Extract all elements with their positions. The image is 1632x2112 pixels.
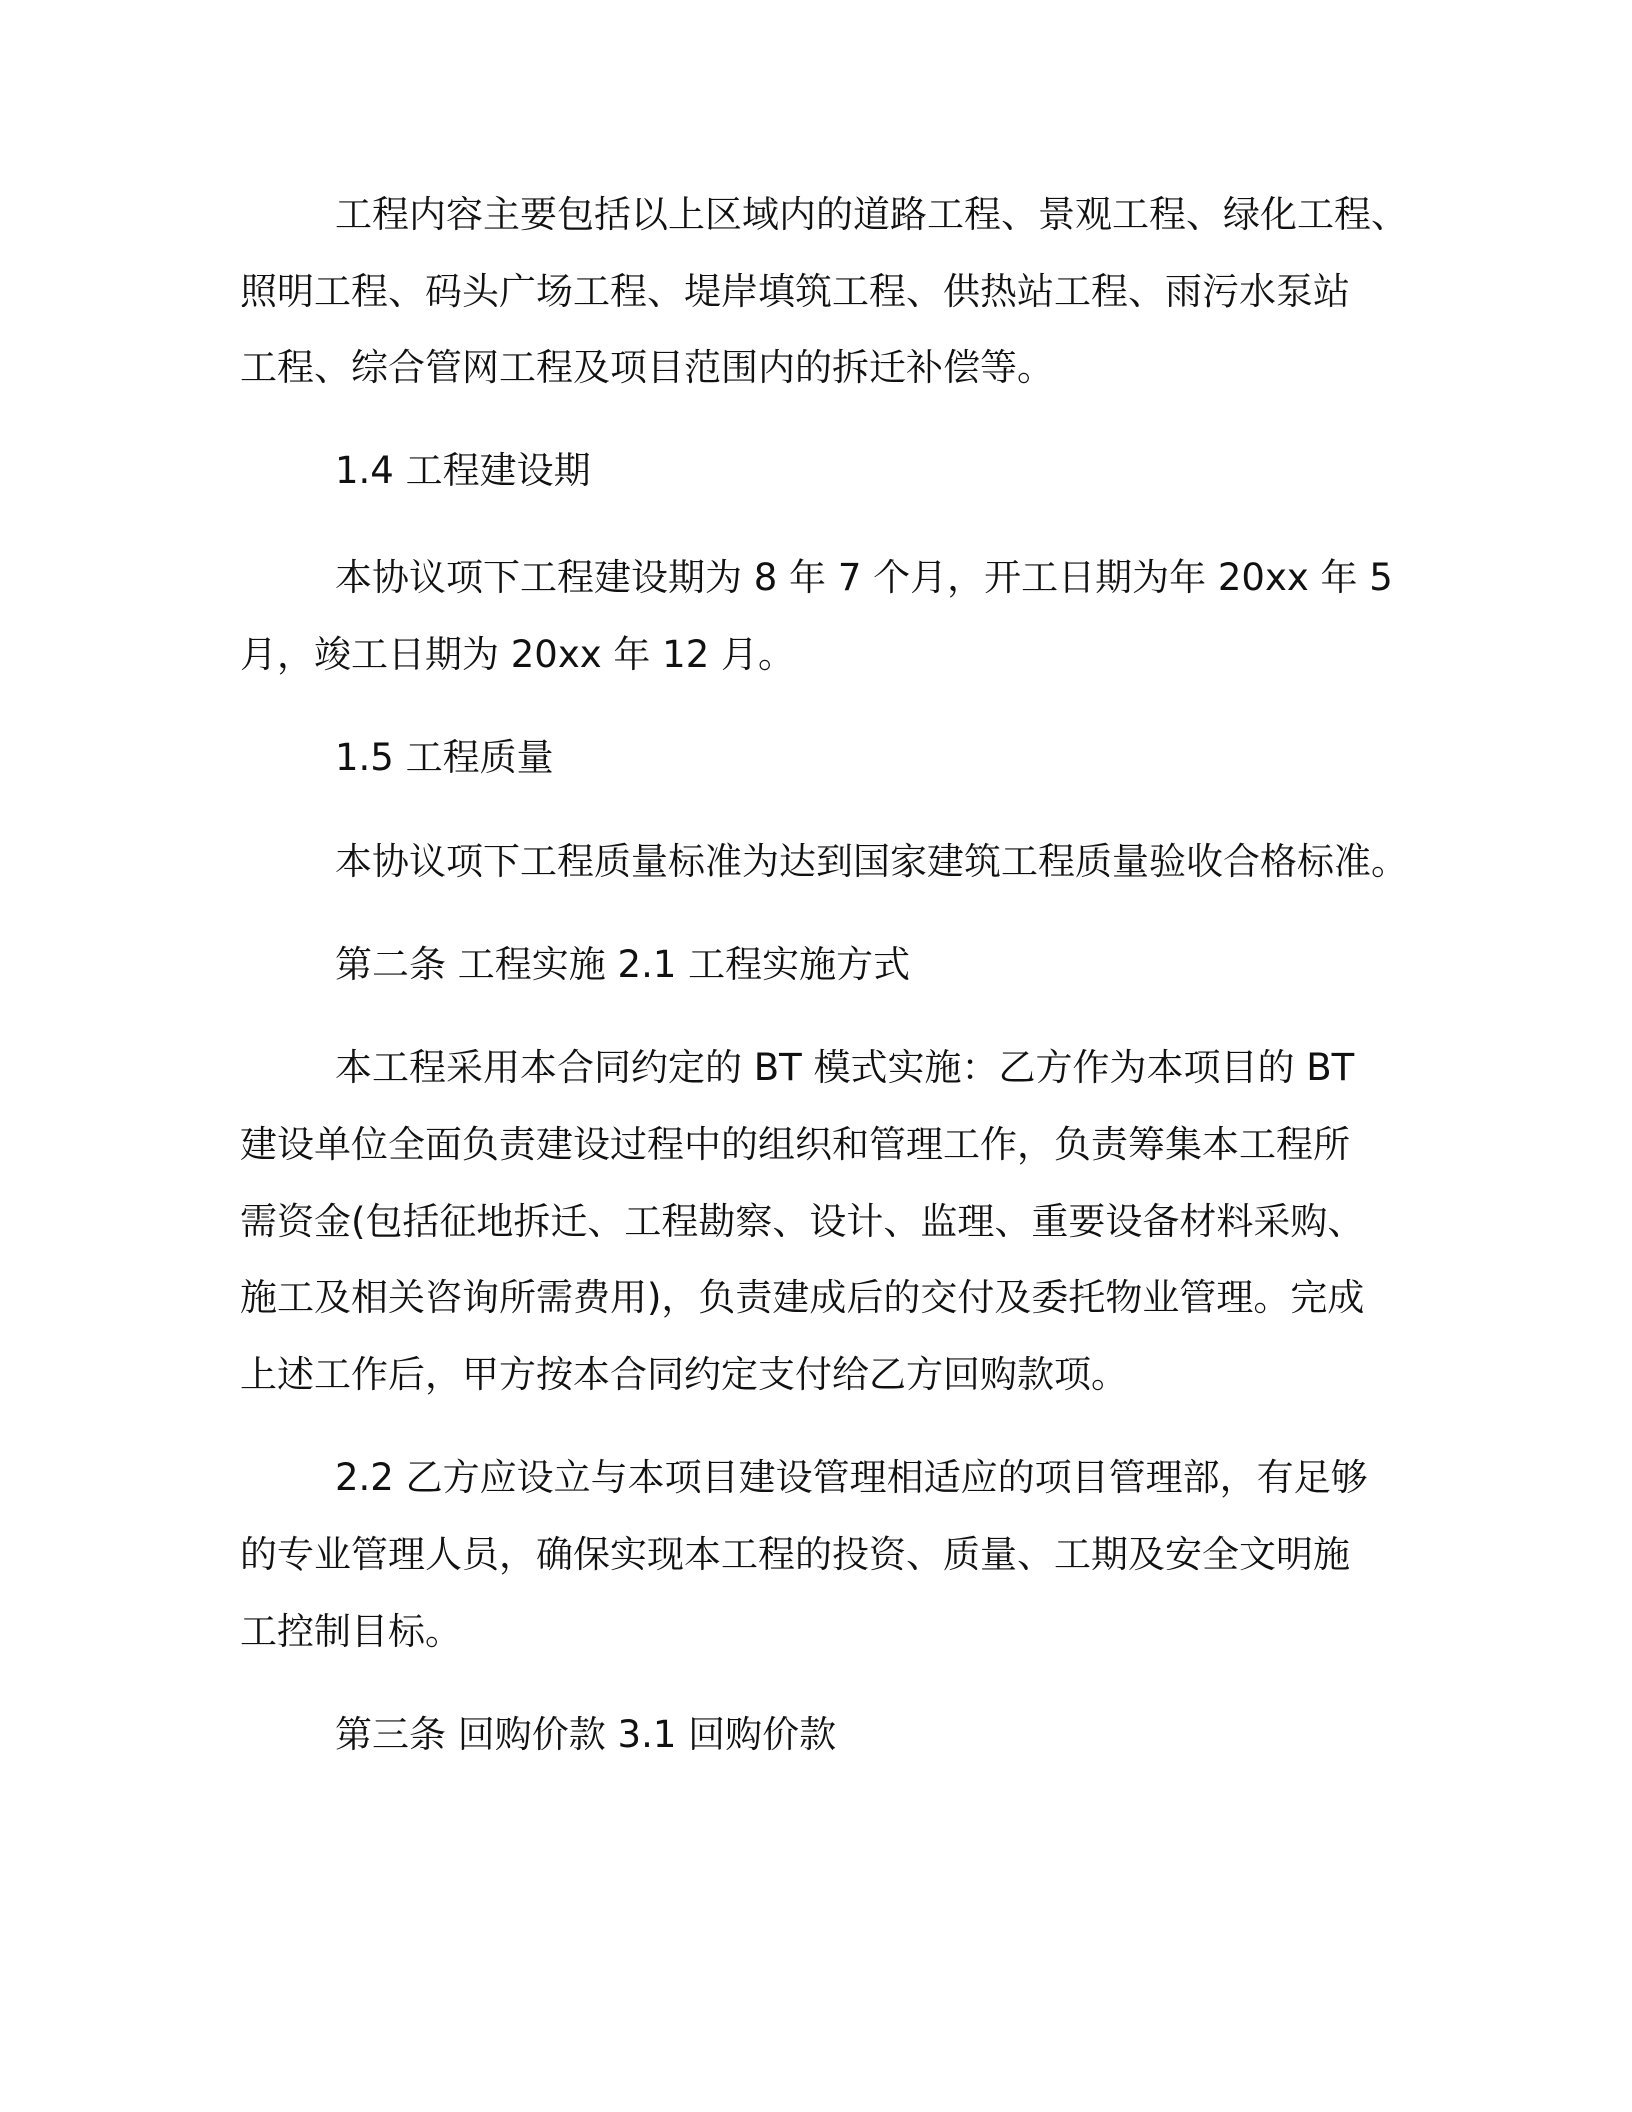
paragraph-scope-line-1: 工程内容主要包括以上区域内的道路工程、景观工程、绿化工程、: [335, 193, 1408, 236]
paragraph-mode-line-2: 建设单位全面负责建设过程中的组织和管理工作，负责筹集本工程所: [240, 1123, 1350, 1166]
section-heading-1-5: 1.5 工程质量: [335, 736, 554, 779]
paragraph-mode-line-1: 本工程采用本合同约定的 BT 模式实施：乙方作为本项目的 BT: [335, 1046, 1355, 1089]
paragraph-clause-2-2-line-2: 的专业管理人员，确保实现本工程的投资、质量、工期及安全文明施: [240, 1533, 1350, 1576]
paragraph-period-line-2: 月，竣工日期为 20xx 年 12 月。: [240, 633, 795, 676]
paragraph-clause-2-2-line-3: 工控制目标。: [240, 1610, 462, 1653]
paragraph-period-line-1: 本协议项下工程建设期为 8 年 7 个月，开工日期为年 20xx 年 5: [335, 556, 1393, 599]
article-heading-3: 第三条 回购价款 3.1 回购价款: [335, 1713, 837, 1756]
paragraph-scope-line-3: 工程、综合管网工程及项目范围内的拆迁补偿等。: [240, 346, 1054, 389]
paragraph-mode-line-3: 需资金(包括征地拆迁、工程勘察、设计、监理、重要设备材料采购、: [240, 1200, 1365, 1243]
paragraph-mode-line-4: 施工及相关咨询所需费用)，负责建成后的交付及委托物业管理。完成: [240, 1276, 1365, 1319]
article-heading-2: 第二条 工程实施 2.1 工程实施方式: [335, 943, 911, 986]
paragraph-clause-2-2-line-1: 2.2 乙方应设立与本项目建设管理相适应的项目管理部，有足够: [335, 1456, 1368, 1499]
paragraph-mode-line-5: 上述工作后，甲方按本合同约定支付给乙方回购款项。: [240, 1353, 1128, 1396]
section-heading-1-4: 1.4 工程建设期: [335, 449, 591, 492]
paragraph-quality: 本协议项下工程质量标准为达到国家建筑工程质量验收合格标准。: [335, 840, 1408, 883]
paragraph-scope-line-2: 照明工程、码头广场工程、堤岸填筑工程、供热站工程、雨污水泵站: [240, 270, 1350, 313]
